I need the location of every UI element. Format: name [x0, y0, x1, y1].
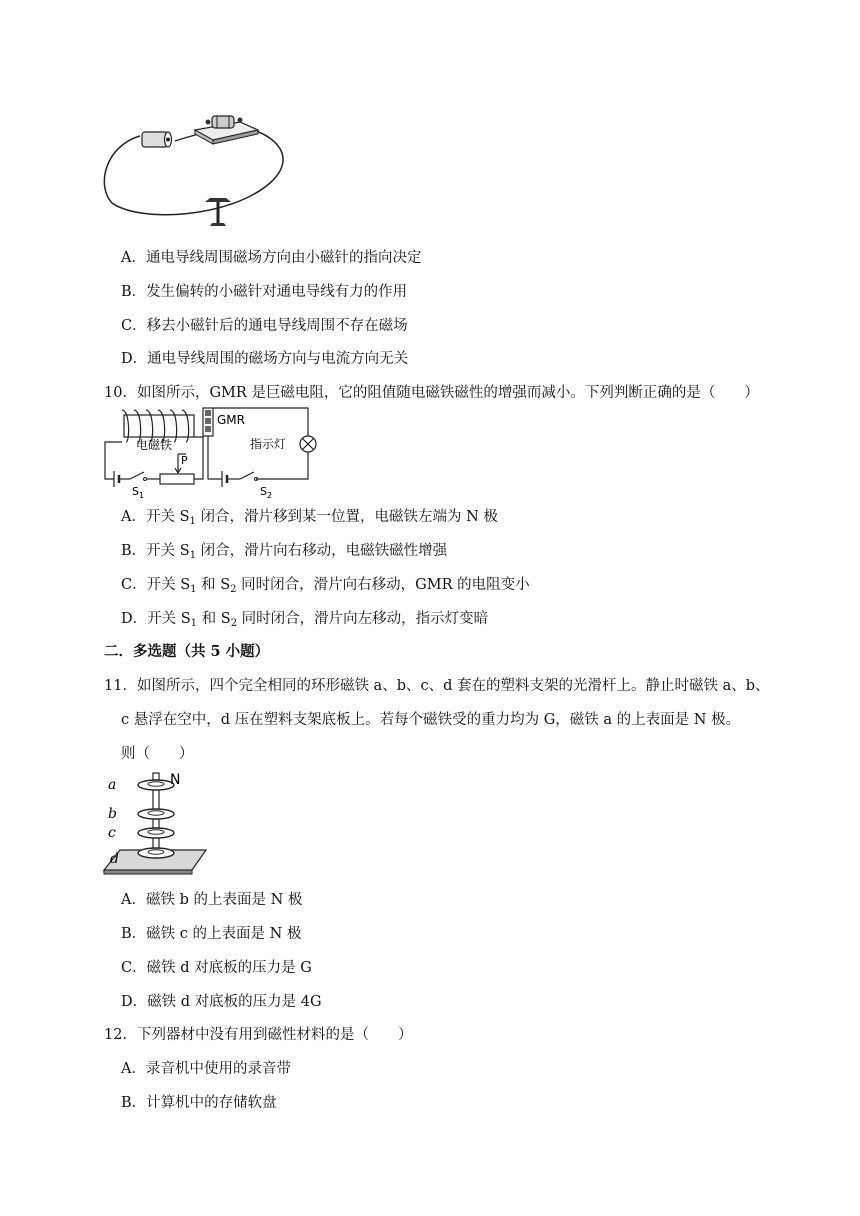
q11-stem-line-3: 则（ ） [121, 746, 194, 762]
ring-magnet-c-icon [138, 828, 174, 838]
q9-option-c: C．移去小磁针后的通电导线周围不存在磁场 [121, 318, 408, 334]
q10-option-c: C．开关 $S_1$ 和 $S_2$ 同时闭合，滑片向右移动，GMR 的电阻变小 [121, 577, 530, 595]
q11-option-a: A．磁铁 b 的上表面是 N 极 [121, 892, 303, 908]
q11-figure [100, 766, 210, 878]
ring-magnet-b-icon [138, 809, 174, 819]
q10-option-d: D．开关 $S_1$ 和 $S_2$ 同时闭合，滑片向左移动，指示灯变暗 [121, 611, 489, 629]
q9-option-b: B．发生偏转的小磁针对通电导线有力的作用 [121, 284, 408, 300]
battery-2-icon [222, 471, 227, 487]
slider-p-label: P [181, 454, 188, 467]
label-d: d [110, 851, 119, 867]
gmr-label: GMR [217, 413, 245, 427]
section-title: 二．多选题（共 5 小题） [104, 643, 270, 660]
gmr-icon [203, 408, 213, 436]
label-c: c [108, 825, 116, 841]
lamp-icon [300, 436, 316, 452]
rheostat-icon [160, 474, 194, 484]
q11-option-d: D．磁铁 d 对底板的压力是 4G [121, 994, 322, 1010]
switch-board-icon [195, 116, 258, 144]
q11-option-b: B．磁铁 c 的上表面是 N 极 [121, 926, 302, 942]
s2-label: $S_2$ [260, 485, 273, 500]
ring-magnet-a-icon [138, 780, 174, 790]
q11-option-c: C．磁铁 d 对底板的压力是 G [121, 960, 312, 976]
q10-option-b: B．开关 $S_1$ 闭合，滑片向右移动，电磁铁磁性增强 [121, 543, 448, 561]
q10-stem: 10．如图所示，GMR 是巨磁电阻，它的阻值随电磁铁磁性的增强而减小。下列判断正确的是（ ） [104, 385, 759, 401]
switch-s2-icon [240, 472, 258, 481]
battery-icon [142, 132, 172, 147]
s1-label: $S_1$ [132, 485, 145, 500]
wire-loop [104, 124, 283, 215]
battery-1-icon [114, 471, 119, 487]
q11-stem-line-1: 11．如图所示，四个完全相同的环形磁铁 a、b、c、d 套在的塑料支架的光滑杆上。静止时磁铁 a、b、 [104, 678, 770, 694]
q10-figure [100, 404, 325, 502]
q12-option-a: A．录音机中使用的录音带 [121, 1061, 291, 1077]
q12-option-b: B．计算机中的存储软盘 [121, 1095, 277, 1111]
label-n: N [170, 772, 181, 788]
q11-stem-line-2: c 悬浮在空中，d 压在塑料支架底板上。若每个磁铁受的重力均为 G，磁铁 a 的上表面是 N 极。 [121, 712, 741, 728]
indicator-label: 指示灯 [250, 437, 287, 451]
compass-needle-icon [205, 198, 231, 226]
label-a: a [108, 777, 117, 793]
switch-s1-icon [130, 472, 147, 481]
q10-option-a: A．开关 $S_1$ 闭合，滑片移到某一位置，电磁铁左端为 N 极 [121, 509, 498, 527]
q12-stem: 12．下列器材中没有用到磁性材料的是（ ） [104, 1027, 413, 1043]
q9-option-a: A．通电导线周围磁场方向由小磁针的指向决定 [121, 250, 422, 266]
label-b: b [108, 806, 117, 822]
q9-option-d: D．通电导线周围的磁场方向与电流方向无关 [121, 351, 409, 367]
ring-magnet-d-icon [138, 848, 174, 858]
electromagnet-label: 电磁铁 [136, 438, 173, 452]
q9-figure [100, 108, 300, 233]
